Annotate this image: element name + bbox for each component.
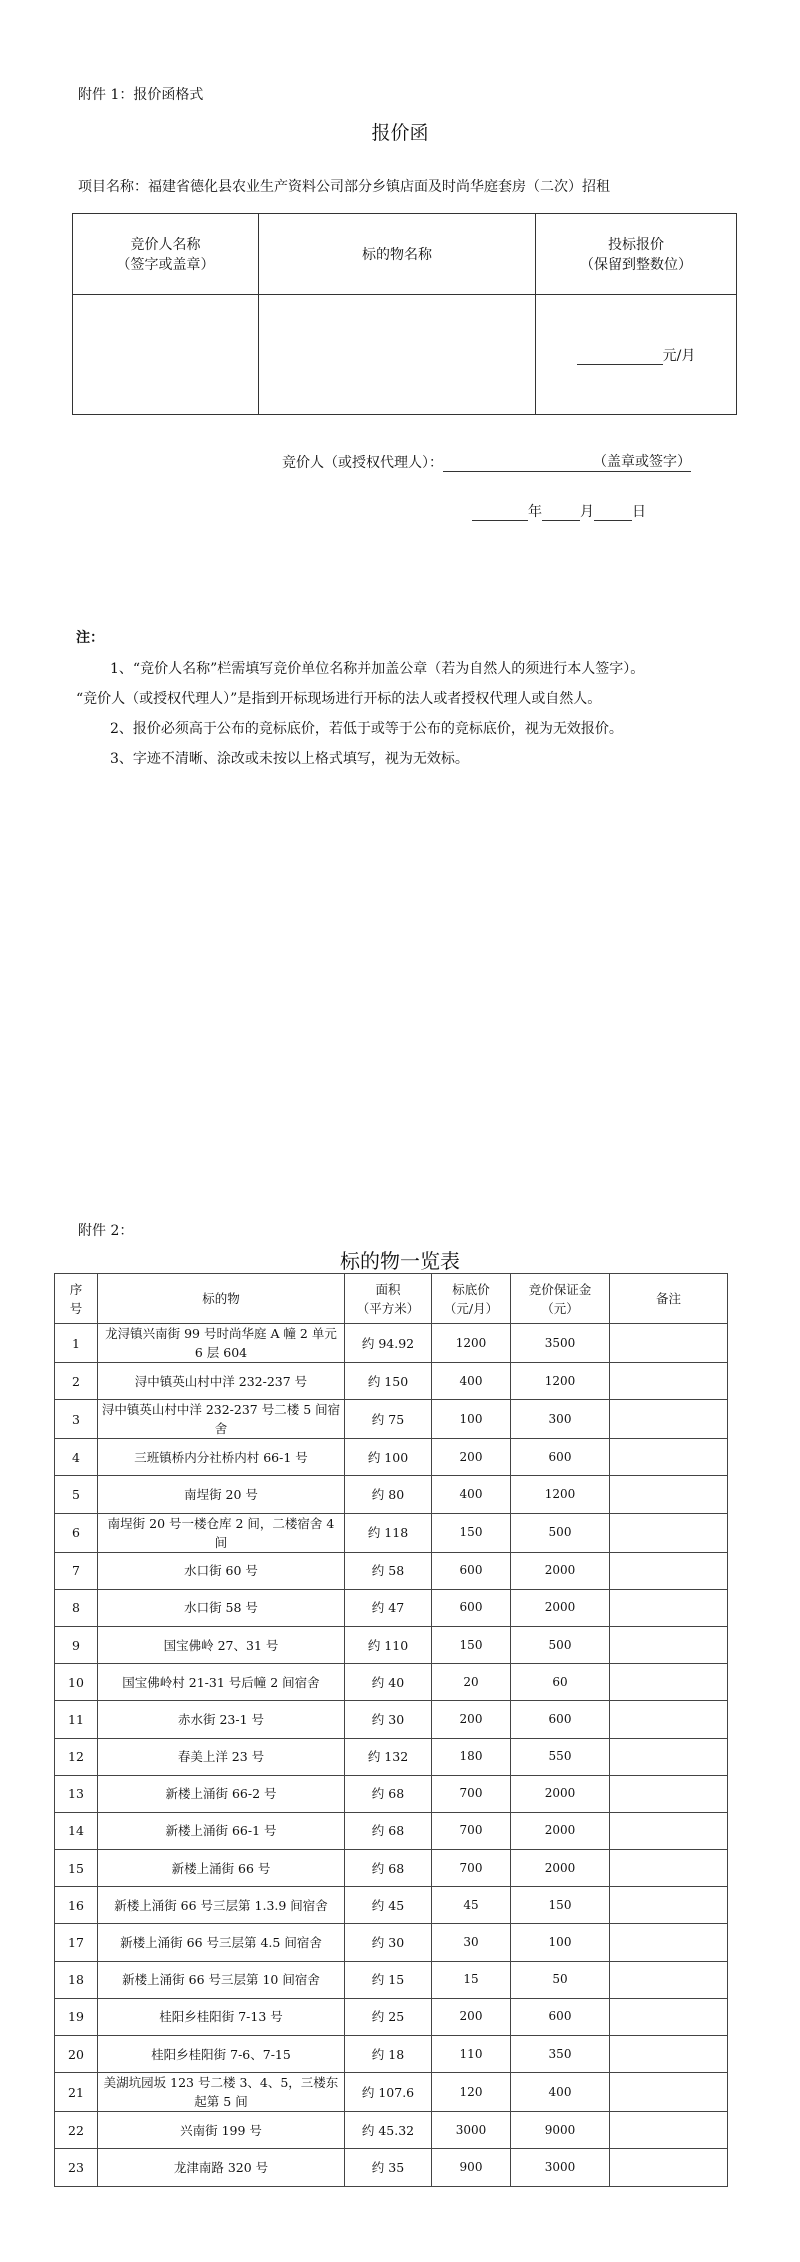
base-price-header: 标底价 （元/月） (432, 1274, 511, 1324)
row-base-price: 200 (432, 1701, 511, 1738)
area-header: 面积 （平方米） (345, 1274, 432, 1324)
row-base-price: 200 (432, 1439, 511, 1476)
row-item: 南埕街 20 号一楼仓库 2 间，二楼宿舍 4 间 (98, 1513, 345, 1552)
bidder-name-cell[interactable] (73, 295, 259, 415)
note-title: 注： (76, 630, 104, 646)
row-remark (610, 1887, 728, 1924)
row-deposit: 2000 (511, 1552, 610, 1589)
row-area: 约 132 (345, 1738, 432, 1775)
table-row (55, 1701, 728, 1738)
deposit-header: 竞价保证金 （元） (511, 1274, 610, 1324)
row-base-price: 200 (432, 1998, 511, 2035)
row-base-price: 110 (432, 2036, 511, 2073)
row-area: 约 150 (345, 1363, 432, 1400)
table-row (55, 1513, 728, 1552)
row-area: 约 40 (345, 1664, 432, 1701)
row-deposit: 9000 (511, 2112, 610, 2149)
table-row (55, 1738, 728, 1775)
row-remark (610, 2112, 728, 2149)
row-area: 约 68 (345, 1775, 432, 1812)
row-seq: 10 (55, 1664, 98, 1701)
table-row (55, 2073, 728, 2112)
row-deposit: 300 (511, 1400, 610, 1439)
row-base-price: 20 (432, 1664, 511, 1701)
row-seq: 6 (55, 1513, 98, 1552)
price-unit: 元/月 (662, 347, 696, 364)
attachment-1-label: 附件 1：报价函格式 (78, 87, 204, 103)
row-base-price: 600 (432, 1552, 511, 1589)
row-deposit: 1200 (511, 1363, 610, 1400)
row-deposit: 100 (511, 1924, 610, 1961)
price-blank[interactable] (577, 350, 663, 365)
bid-table (72, 213, 737, 415)
row-item: 国宝佛岭村 21-31 号后幢 2 间宿舍 (98, 1664, 345, 1701)
row-base-price: 600 (432, 1589, 511, 1626)
row-seq: 21 (55, 2073, 98, 2112)
notes-block (76, 654, 756, 774)
row-seq: 8 (55, 1589, 98, 1626)
row-remark (610, 1552, 728, 1589)
row-deposit: 3500 (511, 1324, 610, 1363)
item-list-table (54, 1273, 728, 2187)
row-deposit: 150 (511, 1887, 610, 1924)
row-seq: 7 (55, 1552, 98, 1589)
row-seq: 13 (55, 1775, 98, 1812)
row-remark (610, 1775, 728, 1812)
row-item: 水口街 58 号 (98, 1589, 345, 1626)
row-area: 约 68 (345, 1850, 432, 1887)
row-remark (610, 1513, 728, 1552)
row-area: 约 100 (345, 1439, 432, 1476)
row-item: 桂阳乡桂阳街 7-13 号 (98, 1998, 345, 2035)
day-label: 日 (632, 504, 646, 520)
row-remark (610, 2149, 728, 2186)
row-deposit: 50 (511, 1961, 610, 1998)
row-area: 约 47 (345, 1589, 432, 1626)
month-label: 月 (580, 504, 594, 520)
row-deposit: 500 (511, 1513, 610, 1552)
row-remark (610, 1363, 728, 1400)
row-base-price: 700 (432, 1850, 511, 1887)
seq-header: 序 号 (55, 1274, 98, 1324)
row-area: 约 15 (345, 1961, 432, 1998)
day-blank[interactable] (594, 506, 632, 521)
row-area: 约 107.6 (345, 2073, 432, 2112)
attachment-2-label: 附件 2： (78, 1223, 134, 1239)
bidder-blank[interactable] (443, 457, 593, 472)
bid-price-header (536, 214, 737, 295)
row-item: 龙津南路 320 号 (98, 2149, 345, 2186)
table-row (55, 1476, 728, 1513)
table-row (55, 1363, 728, 1400)
row-base-price: 100 (432, 1400, 511, 1439)
row-area: 约 18 (345, 2036, 432, 2073)
row-item: 水口街 60 号 (98, 1552, 345, 1589)
item-header: 标的物 (98, 1274, 345, 1324)
row-seq: 19 (55, 1998, 98, 2035)
row-remark (610, 2036, 728, 2073)
row-seq: 2 (55, 1363, 98, 1400)
row-remark (610, 1626, 728, 1663)
row-item: 国宝佛岭 27、31 号 (98, 1626, 345, 1663)
row-deposit: 2000 (511, 1775, 610, 1812)
row-area: 约 45.32 (345, 2112, 432, 2149)
row-seq: 11 (55, 1701, 98, 1738)
row-remark (610, 1324, 728, 1363)
row-seq: 22 (55, 2112, 98, 2149)
row-item: 新楼上涌街 66 号三层第 1.3.9 间宿舍 (98, 1887, 345, 1924)
row-area: 约 118 (345, 1513, 432, 1552)
bidder-name-header (73, 214, 259, 295)
date-line (472, 501, 646, 521)
row-seq: 12 (55, 1738, 98, 1775)
row-seq: 3 (55, 1400, 98, 1439)
row-base-price: 15 (432, 1961, 511, 1998)
row-base-price: 1200 (432, 1324, 511, 1363)
row-seq: 1 (55, 1324, 98, 1363)
note-3: 3、字迹不清晰、涂改或未按以上格式填写，视为无效标。 (110, 751, 469, 767)
table-row (55, 1887, 728, 1924)
bidder-suffix: （盖章或签字） (593, 451, 691, 472)
quote-letter-title: 报价函 (371, 122, 429, 144)
row-deposit: 2000 (511, 1589, 610, 1626)
row-area: 约 45 (345, 1887, 432, 1924)
row-base-price: 400 (432, 1363, 511, 1400)
row-deposit: 2000 (511, 1850, 610, 1887)
row-seq: 23 (55, 2149, 98, 2186)
row-base-price: 3000 (432, 2112, 511, 2149)
row-remark (610, 1589, 728, 1626)
row-deposit: 400 (511, 2073, 610, 2112)
row-deposit: 500 (511, 1626, 610, 1663)
row-remark (610, 1812, 728, 1849)
row-remark (610, 1400, 728, 1439)
row-remark (610, 1664, 728, 1701)
row-item: 赤水街 23-1 号 (98, 1701, 345, 1738)
row-area: 约 35 (345, 2149, 432, 2186)
row-area: 约 110 (345, 1626, 432, 1663)
note-2: 2、报价必须高于公布的竞标底价，若低于或等于公布的竞标底价，视为无效报价。 (110, 721, 623, 737)
row-seq: 14 (55, 1812, 98, 1849)
row-seq: 15 (55, 1850, 98, 1887)
note-1: 1、“竞价人名称”栏需填写竞价单位名称并加盖公章（若为自然人的须进行本人签字）。 (110, 661, 645, 677)
item-rows (55, 1324, 728, 2187)
bidder-name-header-line1: 竞价人名称 (130, 237, 201, 253)
row-area: 约 80 (345, 1476, 432, 1513)
row-deposit: 600 (511, 1998, 610, 2035)
note-1-continued: “竞价人（或授权代理人）”是指到开标现场进行开标的法人或者授权代理人或自然人。 (76, 691, 602, 707)
table-row (55, 2036, 728, 2073)
row-base-price: 180 (432, 1738, 511, 1775)
table-row (55, 1961, 728, 1998)
row-deposit: 2000 (511, 1812, 610, 1849)
bid-price-header-line1: 投标报价 (608, 237, 664, 253)
row-area: 约 68 (345, 1812, 432, 1849)
table-row (55, 1552, 728, 1589)
row-base-price: 120 (432, 2073, 511, 2112)
row-area: 约 30 (345, 1701, 432, 1738)
row-deposit: 3000 (511, 2149, 610, 2186)
row-deposit: 600 (511, 1439, 610, 1476)
year-blank[interactable] (472, 506, 528, 521)
row-item: 新楼上涌街 66-1 号 (98, 1812, 345, 1849)
row-remark (610, 1998, 728, 2035)
table-row (55, 1439, 728, 1476)
row-item: 春美上洋 23 号 (98, 1738, 345, 1775)
row-item: 新楼上涌街 66 号 (98, 1850, 345, 1887)
bidder-label: 竞价人（或授权代理人）： (282, 455, 443, 471)
row-area: 约 94.92 (345, 1324, 432, 1363)
row-remark (610, 1738, 728, 1775)
row-deposit: 60 (511, 1664, 610, 1701)
row-remark (610, 1701, 728, 1738)
table-row (55, 1400, 728, 1439)
row-item: 兴南街 199 号 (98, 2112, 345, 2149)
table-row (55, 1850, 728, 1887)
row-item: 浔中镇英山村中洋 232-237 号 (98, 1363, 345, 1400)
row-base-price: 400 (432, 1476, 511, 1513)
row-base-price: 900 (432, 2149, 511, 2186)
table-row (55, 1324, 728, 1363)
row-base-price: 150 (432, 1513, 511, 1552)
row-item: 龙浔镇兴南街 99 号时尚华庭 A 幢 2 单元 6 层 604 (98, 1324, 345, 1363)
table-row (55, 2149, 728, 2186)
row-remark (610, 2073, 728, 2112)
row-remark (610, 1850, 728, 1887)
row-item: 浔中镇英山村中洋 232-237 号二楼 5 间宿舍 (98, 1400, 345, 1439)
table-row (55, 1924, 728, 1961)
row-item: 新楼上涌街 66-2 号 (98, 1775, 345, 1812)
row-remark (610, 1476, 728, 1513)
row-deposit: 350 (511, 2036, 610, 2073)
item-name-header: 标的物名称 (259, 214, 536, 295)
row-remark (610, 1924, 728, 1961)
row-item: 美湖坑园坂 123 号二楼 3、4、5，三楼东起第 5 间 (98, 2073, 345, 2112)
row-deposit: 1200 (511, 1476, 610, 1513)
row-item: 新楼上涌街 66 号三层第 4.5 间宿舍 (98, 1924, 345, 1961)
table-row (55, 1626, 728, 1663)
table-row (55, 1998, 728, 2035)
row-base-price: 700 (432, 1775, 511, 1812)
row-seq: 18 (55, 1961, 98, 1998)
item-name-cell[interactable] (259, 295, 536, 415)
year-label: 年 (528, 504, 542, 520)
table-row (55, 1775, 728, 1812)
row-base-price: 45 (432, 1887, 511, 1924)
row-seq: 9 (55, 1626, 98, 1663)
bid-price-cell[interactable] (536, 295, 737, 415)
row-base-price: 700 (432, 1812, 511, 1849)
row-item: 新楼上涌街 66 号三层第 10 间宿舍 (98, 1961, 345, 1998)
row-seq: 5 (55, 1476, 98, 1513)
row-seq: 16 (55, 1887, 98, 1924)
row-remark (610, 1961, 728, 1998)
row-area: 约 58 (345, 1552, 432, 1589)
row-seq: 17 (55, 1924, 98, 1961)
row-seq: 4 (55, 1439, 98, 1476)
row-area: 约 30 (345, 1924, 432, 1961)
row-remark (610, 1439, 728, 1476)
row-item: 桂阳乡桂阳街 7-6、7-15 (98, 2036, 345, 2073)
row-deposit: 550 (511, 1738, 610, 1775)
table-row (55, 2112, 728, 2149)
row-base-price: 150 (432, 1626, 511, 1663)
row-seq: 20 (55, 2036, 98, 2073)
row-item: 三班镇桥内分社桥内村 66-1 号 (98, 1439, 345, 1476)
project-name-line: 项目名称：福建省德化县农业生产资料公司部分乡镇店面及时尚华庭套房（二次）招租 (78, 179, 610, 195)
row-item: 南埕街 20 号 (98, 1476, 345, 1513)
row-base-price: 30 (432, 1924, 511, 1961)
remark-header: 备注 (610, 1274, 728, 1324)
row-area: 约 75 (345, 1400, 432, 1439)
table-row (55, 1812, 728, 1849)
bid-price-header-line2: （保留到整数位） (580, 257, 692, 273)
table-row (55, 1589, 728, 1626)
row-area: 约 25 (345, 1998, 432, 2035)
item-list-title: 标的物一览表 (340, 1249, 460, 1273)
bidder-name-header-line2: （签字或盖章） (116, 257, 215, 273)
bidder-signature-line (282, 451, 691, 472)
row-deposit: 600 (511, 1701, 610, 1738)
table-row (55, 1664, 728, 1701)
month-blank[interactable] (542, 506, 580, 521)
